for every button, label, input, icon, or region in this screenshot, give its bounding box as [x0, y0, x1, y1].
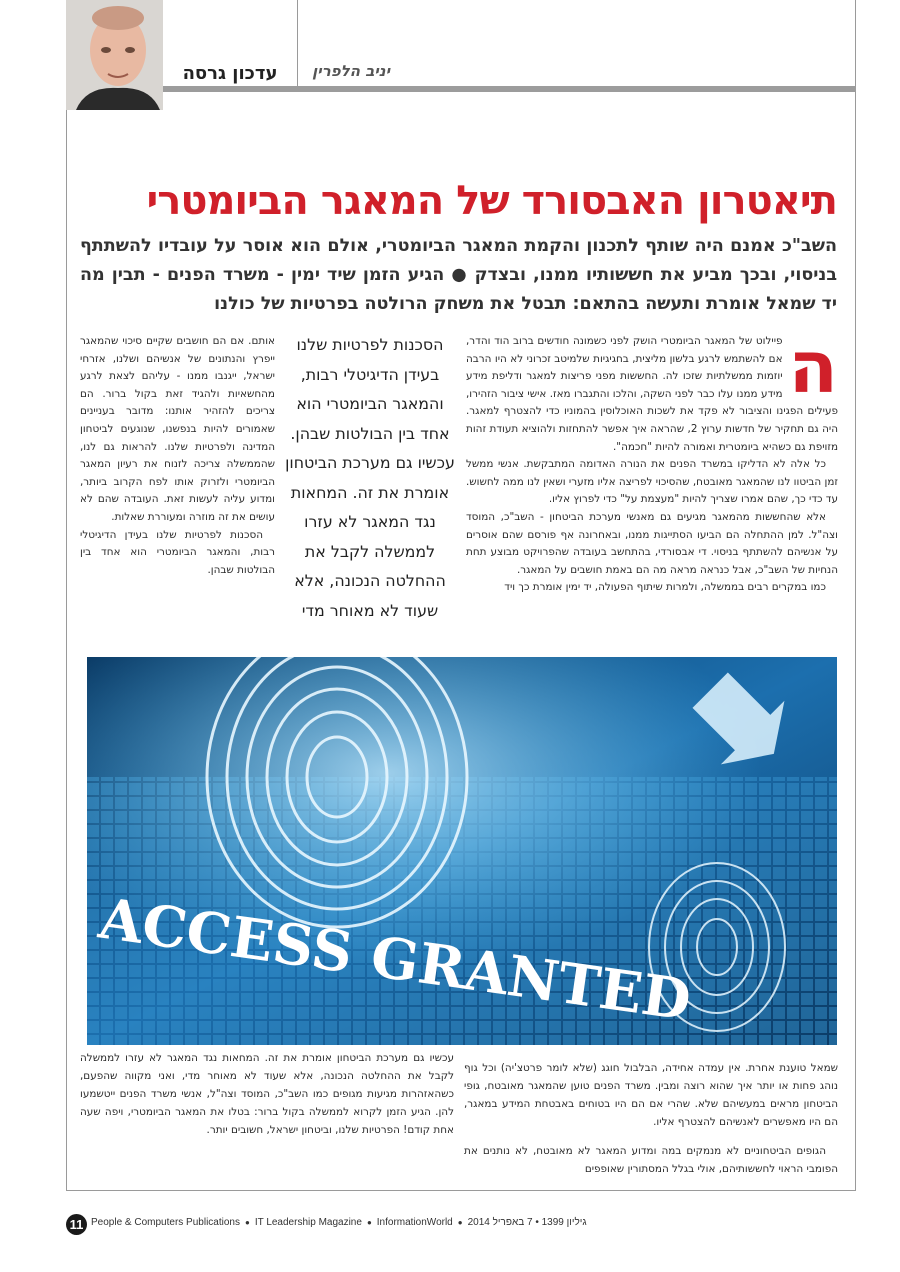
- magazine-name: InformationWorld: [376, 1217, 453, 1228]
- page-frame-left: [66, 0, 67, 1190]
- access-granted-text: ACCESS GRANTED: [95, 885, 695, 1034]
- paragraph: הסכנות לפרטיות שלנו בעידן הדיגיטלי רבות, והמאגר הביומטרי הוא אחד בין הבולטות שבהן.: [80, 528, 275, 576]
- column-name-text: עדכון גרסה: [182, 62, 278, 84]
- footer-credits: People & Computers Publications ● IT Leadership Magazine ● InformationWorld ● גיליון 1399 • 7 באפריל 2014: [91, 1217, 587, 1228]
- paragraph: שמאל טוענת אחרת. אין עמדה אחידה, הבלבול חוגג (שלא לומר פרטצ'יה) וכל גוף נוהג פחות או יותר איך שהוא רוצה ומבין. משרד הפנים טוען שהמאגר מאובטח, גופי הביטחון מראים במעשיהם שלא. שהרי אם הם היו בטוחים באבטחת המידע במאגר, הם היו מאפשרים לאנשיהם להצטרף אליו.: [464, 1062, 838, 1129]
- paragraph: אותם. אם הם חושבים שקיים סיכוי שהמאגר ייפרץ והנתונים של אנשיהם ושלנו, אזרחי ישראל, ייגנבו ממנו - עליהם לצאת לרגע מהחשאיות ולהגיד זאת בקול ברור. הם צריכים להזהיר אותנו: מדובר בעניינים שאמורים להיות בנפשנו, שנוגעים לביטחון המדינה ולפרטיות שלנו. להראות גם לנו, שהממשלה צריכה לזנוח את רעיון המאגר הביומטרי ולזרוק אותו לפח הקרוב ביותר, ומדוע עליה לעשות זאת. העובדה שהם לא עושים את זה מוזרה ומעוררת שאלות.: [80, 335, 275, 523]
- issue-info: גיליון 1399 • 7 באפריל 2014: [467, 1217, 587, 1228]
- paragraph: כמו במקרים רבים בממשלה, ולמרות שיתוף הפעולה, יד ימין אומרת כך ויד: [504, 581, 826, 594]
- magazine-name: IT Leadership Magazine: [254, 1217, 362, 1228]
- bottom-column-1: [464, 1049, 838, 1178]
- drop-cap: ה: [788, 325, 838, 409]
- page-footer: [66, 1214, 856, 1234]
- headline: תיאטרון האבסורד של המאגר הביומטרי: [146, 178, 837, 224]
- header-divider: [297, 0, 298, 60]
- author-name: יניב הלפרין: [312, 62, 390, 80]
- paragraph: אלא שהחששות מהמאגר מגיעים גם מאנשי מערכת הביטחון - השב"כ, המוסד וצה"ל. למן ההתחלה הם הביעו הסתייגות ממנו, ובאחרונה אף פורסם שהם אוסרים על אנשיהם להשתתף בניסוי. די אבסורדי, בהתחשב בעובדה שהפרויקט מבוצע תחת הנחיות של השב"כ, אבל כנראה מראה מה הם באמת חושבים על המאגר.: [466, 510, 838, 576]
- bottom-column-2: [80, 1049, 454, 1139]
- page-frame-right: [855, 0, 856, 1190]
- column-name: [163, 60, 298, 86]
- page-number: 11: [66, 1214, 87, 1235]
- paragraph: פיילוט של המאגר הביומטרי הושק לפני כשמונה חודשים ברוב הוד והדר, אם להשתמש לרגע בלשון מליצית, בחגיגיות שלמיטב זכרוני לא היו הרבה יוזמות ממשלתיות שזכו לה. החששות מפני פריצות למאגר ודליפת מידע מידע ממנו עלו כבר לפני השקה, והלכו והתגברו מאז. אישי ציבור הזהירו, פעילים הפגינו והציבור לא פקד את לשכות האוכלוסין בהמוניו כדי להצטרף למאגר. היה גם תחקיר של חדשות ערוץ 2, שהראה איך אפשר להתחזות ולהוציא תעודת זהות מזויפת גם כשהיא ביומטרית ואמורה להיות "חכמה".: [466, 335, 838, 453]
- page-frame-bottom: [66, 1190, 856, 1191]
- publisher-name: People & Computers Publications: [91, 1217, 240, 1228]
- pull-quote: הסכנות לפרטיות שלנו בעידן הדיגיטלי רבות, והמאגר הביומטרי הוא אחד בין הבולטות שבהן. עכשיו גם מערכת הביטחון אומרת את זה. המחאות נגד המאגר לא עזרו לממשלה לקבל את ההחלטה הנכונה, אלא שעוד לא מאוחר מדי: [285, 335, 455, 620]
- author-photo: [66, 0, 163, 110]
- paragraph: הגופים הביטחוניים לא מנמקים במה ומדוע המאגר לא מאובטח, לא נותנים את הפומבי הראוי לחששותיהם, אולי בגלל המסתורין שאופפים: [464, 1144, 838, 1175]
- article-column-1: [466, 325, 838, 597]
- article-column-3: [80, 333, 275, 579]
- paragraph: עכשיו גם מערכת הביטחון אומרת את זה. המחאות נגד המאגר לא עזרו לממשלה לקבל את ההחלטה הנכונה, אלא שעוד לא מאוחר מדי, ואני מקווה שהפעם, כשהאזהרות מגיעות מגופים כמו השב"כ, המוסד וצה"ל, אנשי משרד הפנים ייטשמעו להן. הגיע הזמן לקרוא לממשלה בקול ברור: בטלו את המאגר הביומטרי, ויפה שעה אחת קודם! הפרטיות שלנו, וביטחון ישראל, חשובים יותר.: [80, 1052, 454, 1136]
- header-bar: [163, 86, 856, 92]
- paragraph: כל אלה לא הדליקו במשרד הפנים את הנורה האדומה המתבקשת. אנשי ממשל זמן הביטוו לנו שהמאגר מאובטח, שהסיכוי לפריצה אליו מזערי ושאין לנו ממה לחשוש. עד כדי כך, שהם אמרו שצריך להיות "מעצמת על" כדי לפרוץ אליו.: [466, 458, 838, 506]
- subheadline: השב"כ אמנם היה שותף לתכנון והקמת המאגר הביומטרי, אולם הוא אוסר על עובדיו להשתתף בניסוי, ובכך מביע את חששותיו ממנו, ובצדק ● הגיע הזמן שיד ימין - משרד הפנים - תבין מה יד שמאל אומרת ותעשה בהתאם: תבטל את משחק הרולטה בפרטיות של כולנו: [80, 236, 837, 314]
- fingerprint-illustration: [87, 657, 837, 1045]
